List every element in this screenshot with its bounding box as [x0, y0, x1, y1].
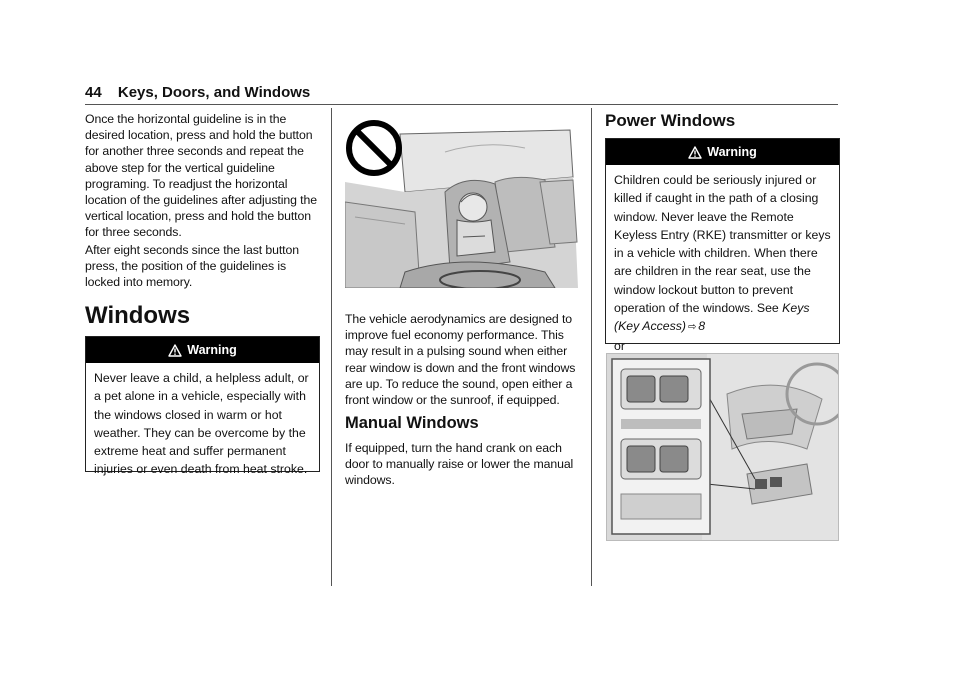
warning-header — [606, 139, 839, 165]
heading-windows: Windows — [85, 302, 191, 329]
child-in-car-illustration-drawing — [345, 112, 578, 288]
paragraph: After eight seconds since the last button press, the position of the guidelines is locked into memory. — [85, 243, 299, 290]
warning-title: Warning — [707, 145, 757, 159]
running-header — [85, 84, 310, 101]
column-divider — [331, 108, 332, 586]
warning-box — [85, 336, 320, 477]
prohibition-icon — [349, 123, 399, 173]
warning-triangle-icon — [688, 146, 702, 159]
child-in-car-illustration — [345, 112, 578, 288]
paragraph: If equipped, turn the hand crank on each door to manually raise or lower the manual windows. — [345, 441, 574, 488]
warning-header — [86, 337, 319, 363]
warning-title: Warning — [187, 343, 237, 357]
page-number: 44 — [85, 84, 102, 101]
cross-reference-page[interactable]: 8 — [698, 319, 706, 334]
column-divider — [591, 108, 592, 586]
conjunction: or — [614, 338, 625, 353]
header-rule — [85, 104, 838, 105]
heading-power-windows: Power Windows — [605, 111, 736, 130]
warning-box — [605, 138, 840, 353]
power-window-switches-drawing — [607, 354, 838, 540]
power-window-switches-illustration — [606, 353, 839, 541]
page-reference-arrow-icon: ⇨ — [687, 321, 697, 334]
cross-reference-link[interactable]: Keys (Key Access) — [614, 301, 810, 334]
paragraph: Once the horizontal guideline is in the desired location, press and hold the button for another three seconds and repeat the above step for the vertical guideline programing. To readjust the horizontal location of the guidelines after adjusting the vertical location, press and hold the button for three seconds. — [85, 112, 317, 240]
section-title: Keys, Doors, and Windows — [117, 84, 311, 101]
paragraph: The vehicle aerodynamics are designed to improve fuel economy performance. This may result in a pulsing sound when either rear window is down and the front windows are up. To reduce the sound, open either a front window or the sunroof, if equipped. — [345, 312, 576, 408]
heading-manual-windows: Manual Windows — [345, 414, 479, 432]
warning-triangle-icon — [168, 344, 182, 357]
warning-text — [606, 165, 839, 382]
warning-text: Never leave a child, a helpless adult, or a pet alone in a vehicle, especially with the windows closed in warm or hot weather. They can be overcome by the extreme heat and suffer permanent injuries or even death from heat stroke. — [94, 371, 309, 477]
warning-body: Children could be seriously injured or killed if caught in the path of a closing window. Never leave the Remote Keyless Entry (RKE) transmitter or keys in a vehicle with children. When there are children in the rear seat, use the window lockout button to prevent operation of the windows. See — [614, 173, 831, 316]
